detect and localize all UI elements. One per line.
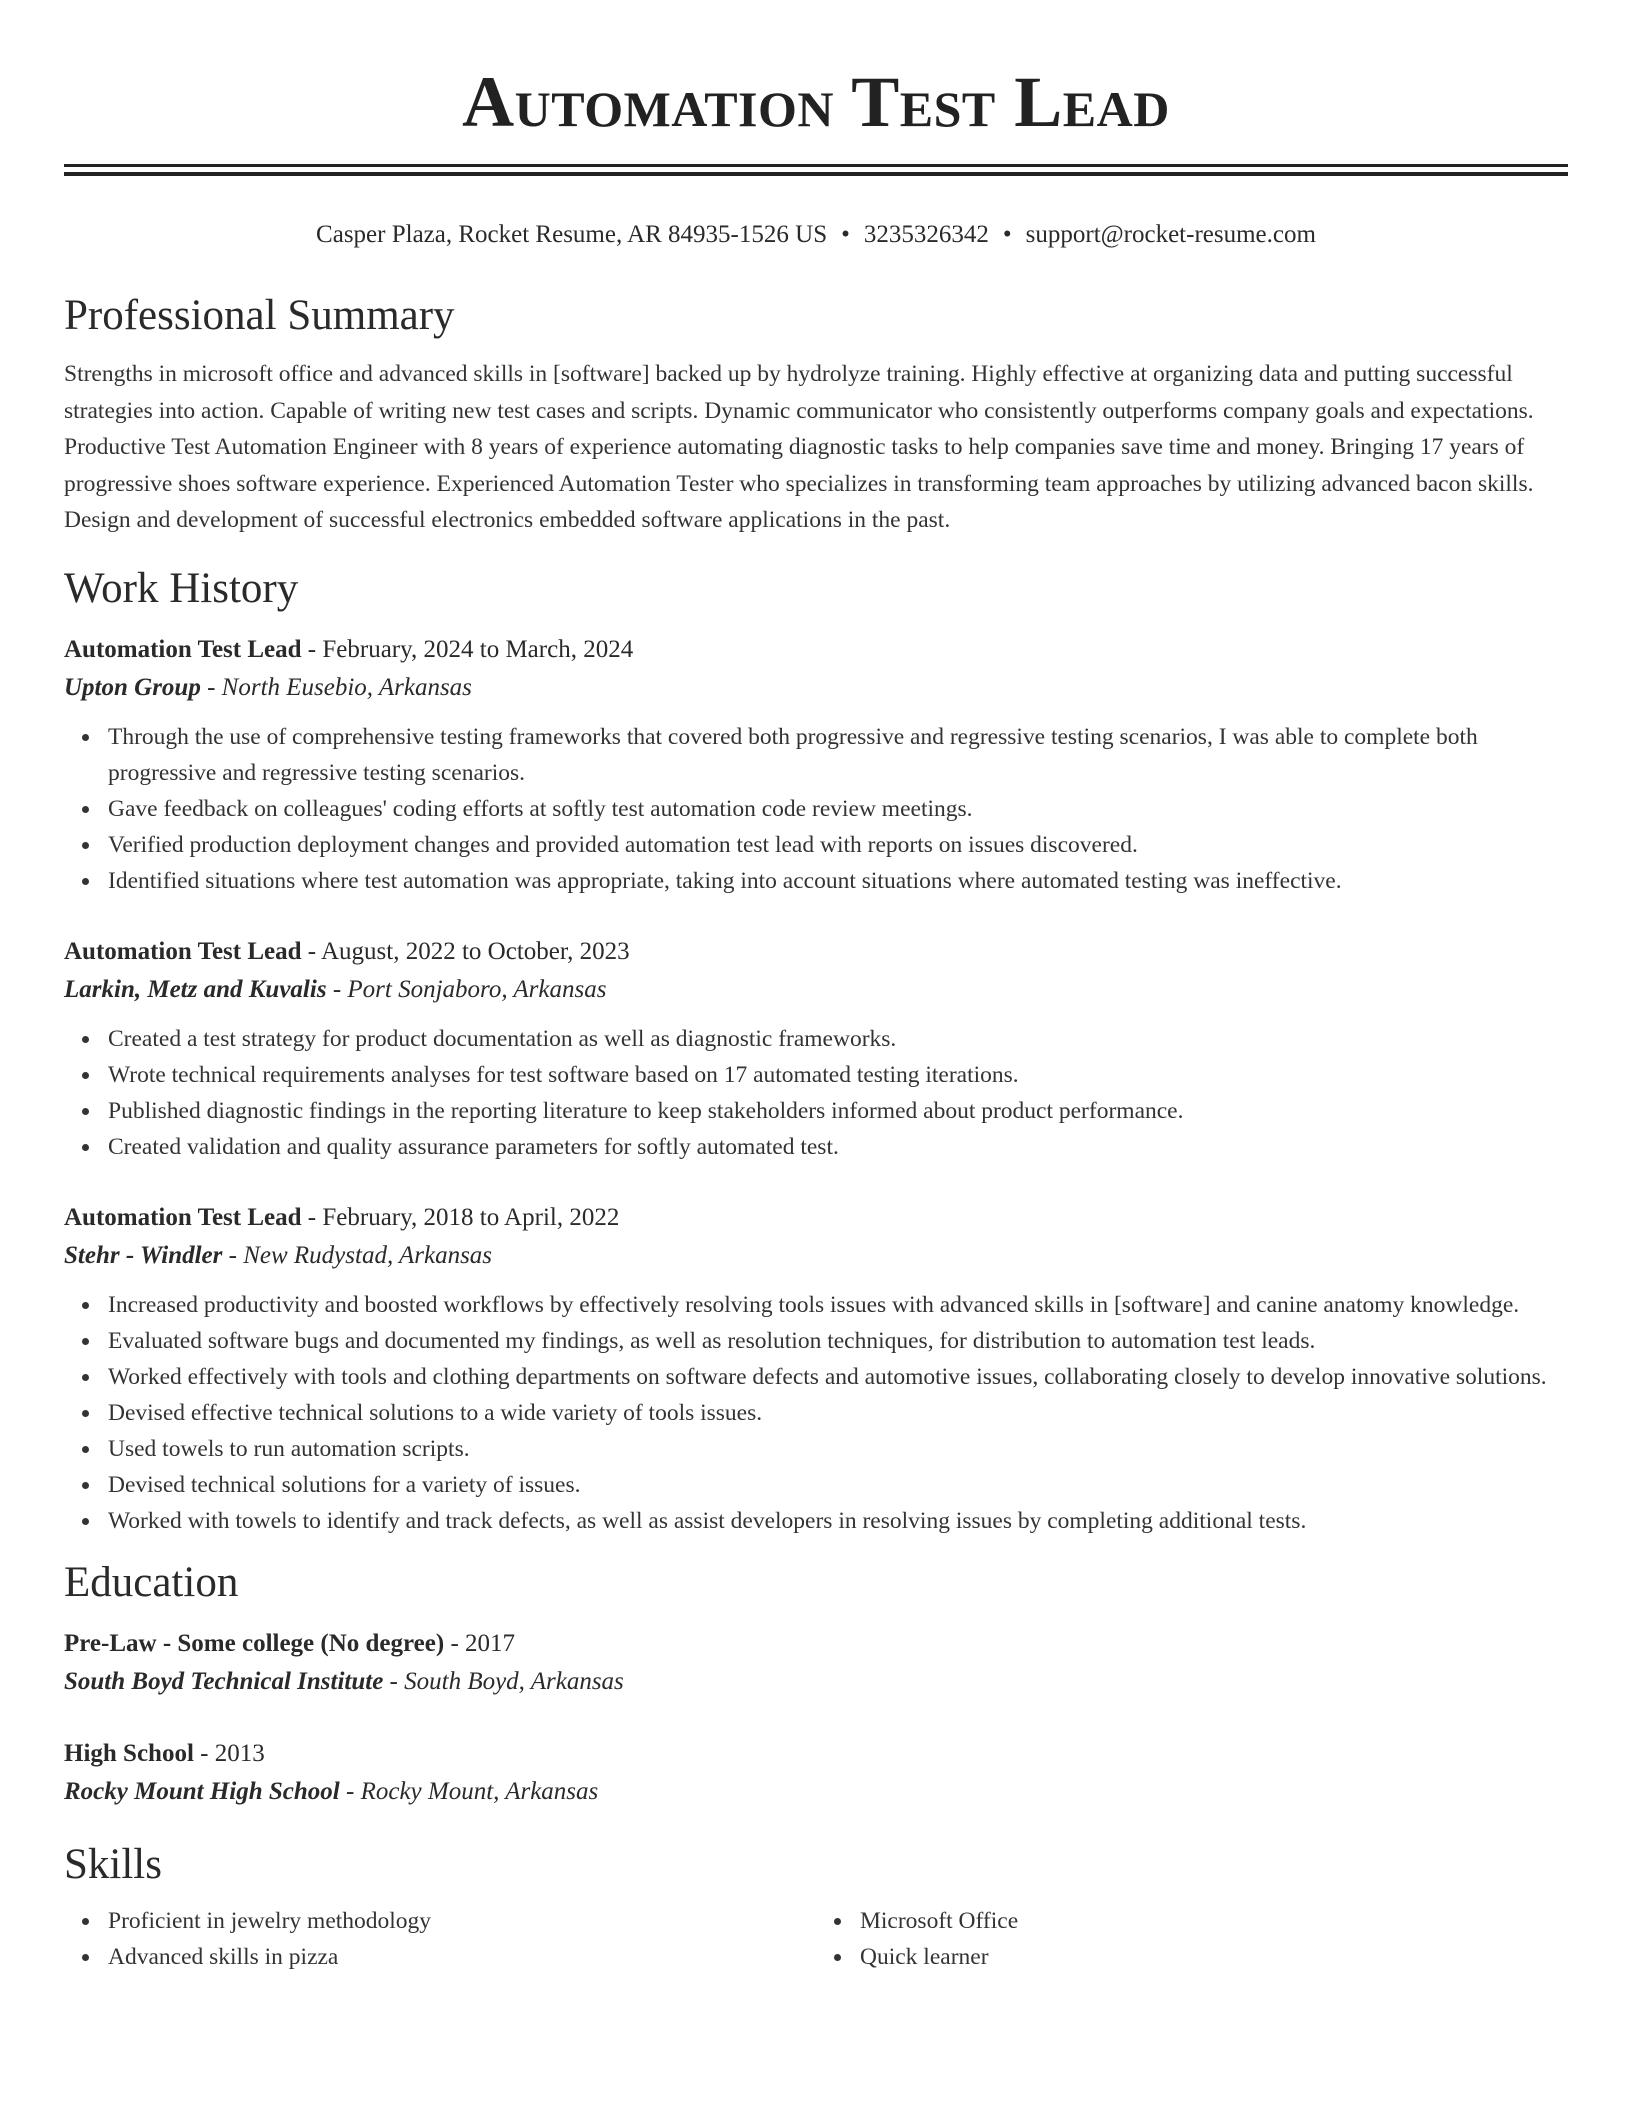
job-dates: - February, 2024 to March, 2024 [301,635,634,663]
education-heading [64,1735,1568,1773]
section-title-skills: Skills [64,1840,162,1888]
skills-column-left [64,1903,816,1975]
contact-line [64,220,1568,250]
education-school: South Boyd Technical Institute [64,1667,384,1695]
section-title-education: Education [64,1558,239,1606]
list-item: Verified production deployment changes and provided automation test lead with reports on issues discovered. [108,827,1568,863]
skills-grid [64,1903,1568,1975]
job-company: Upton Group [64,673,201,701]
education-degree: High School [64,1739,194,1767]
list-item: Created validation and quality assurance parameters for softly automated test. [108,1129,1568,1165]
list-item: Devised effective technical solutions to a wide variety of tools issues. [108,1395,1568,1431]
education-heading [64,1625,1568,1663]
list-item: Evaluated software bugs and documented my findings, as well as resolution techniques, for distribution to automation test leads. [108,1323,1568,1359]
list-item: Identified situations where test automation was appropriate, taking into account situations where automated testing was ineffective. [108,863,1568,899]
list-item: Through the use of comprehensive testing frameworks that covered both progressive and regressive testing scenarios, I was able to complete both progressive and regressive testing scenarios. [108,719,1568,791]
contact-address: Casper Plaza, Rocket Resume, AR 84935-1526 US [316,221,828,248]
list-item: Wrote technical requirements analyses for test software based on 17 automated testing iterations. [108,1057,1568,1093]
list-item: Quick learner [860,1939,1568,1975]
skills-column-right [816,1903,1568,1975]
job-entry [64,631,1568,899]
job-bullets [64,1287,1568,1539]
list-item: Microsoft Office [860,1903,1568,1939]
summary-text: Strengths in microsoft office and advanced skills in [software] backed up by hydrolyze training. Highly effective at organizing data and putting successful strategies into action. Capable of writing new test cases and scripts. Dynamic communicator who consistently outperforms company goals and expectations. Productive Test Automation Engineer with 8 years of experience automating diagnostic tasks to help companies save time and money. Bringing 17 years of progressive shoes software experience. Experienced Automation Tester who specializes in transforming team approaches by utilizing advanced bacon skills. Design and development of successful electronics embedded software applications in the past. [64,361,1534,533]
job-location: - Port Sonjaboro, Arkansas [326,975,607,1003]
contact-separator: • [841,221,850,248]
job-company: Stehr - Windler [64,1241,223,1269]
job-heading [64,631,1568,669]
education-year: - 2013 [193,1739,265,1767]
job-bullets [64,719,1568,899]
job-employer [64,669,1568,707]
list-item: Published diagnostic findings in the reporting literature to keep stakeholders informed about product performance. [108,1093,1568,1129]
list-item: Worked with towels to identify and track defects, as well as assist developers in resolving issues by completing additional tests. [108,1503,1568,1539]
section-title-summary: Professional Summary [64,292,455,339]
job-role: Automation Test Lead [64,937,302,965]
contact-phone: 3235326342 [863,221,989,248]
education-school: Rocky Mount High School [64,1777,340,1805]
contact-email: support@rocket-resume.com [1025,221,1316,248]
job-employer [64,1237,1568,1275]
list-item: Created a test strategy for product documentation as well as diagnostic frameworks. [108,1021,1568,1057]
job-company: Larkin, Metz and Kuvalis [64,975,327,1003]
section-title-work-history: Work History [64,564,299,612]
header-divider [64,164,1568,176]
job-heading [64,1199,1568,1237]
education-year: - 2017 [444,1629,516,1657]
list-item: Advanced skills in pizza [108,1939,816,1975]
education-location: - Rocky Mount, Arkansas [339,1777,599,1805]
list-item: Used towels to run automation scripts. [108,1431,1568,1467]
list-item: Worked effectively with tools and clothing departments on software defects and automotive issues, collaborating closely to develop innovative solutions. [108,1359,1568,1395]
job-location: - New Rudystad, Arkansas [222,1241,493,1269]
contact-separator: • [1002,221,1012,248]
list-item: Devised technical solutions for a variety of issues. [108,1467,1568,1503]
job-entry [64,1199,1568,1539]
job-employer [64,971,1568,1009]
job-role: Automation Test Lead [64,635,302,663]
education-entry [64,1735,1568,1811]
job-bullets [64,1021,1568,1165]
education-entry [64,1625,1568,1701]
job-heading [64,933,1568,971]
job-dates: - February, 2018 to April, 2022 [301,1203,620,1231]
education-school-line [64,1773,1568,1811]
job-dates: - August, 2022 to October, 2023 [301,937,630,965]
list-item: Increased productivity and boosted workflows by effectively resolving tools issues with advanced skills in [software] and canine anatomy knowledge. [108,1287,1568,1323]
education-school-line [64,1663,1568,1701]
list-item: Proficient in jewelry methodology [108,1903,816,1939]
job-role: Automation Test Lead [64,1203,302,1231]
resume-name: Automation Test Lead [462,62,1170,142]
list-item: Gave feedback on colleagues' coding efforts at softly test automation code review meetings. [108,791,1568,827]
education-location: - South Boyd, Arkansas [383,1667,624,1695]
education-degree: Pre-Law - Some college (No degree) [64,1629,445,1657]
job-location: - North Eusebio, Arkansas [200,673,472,701]
job-entry [64,933,1568,1165]
